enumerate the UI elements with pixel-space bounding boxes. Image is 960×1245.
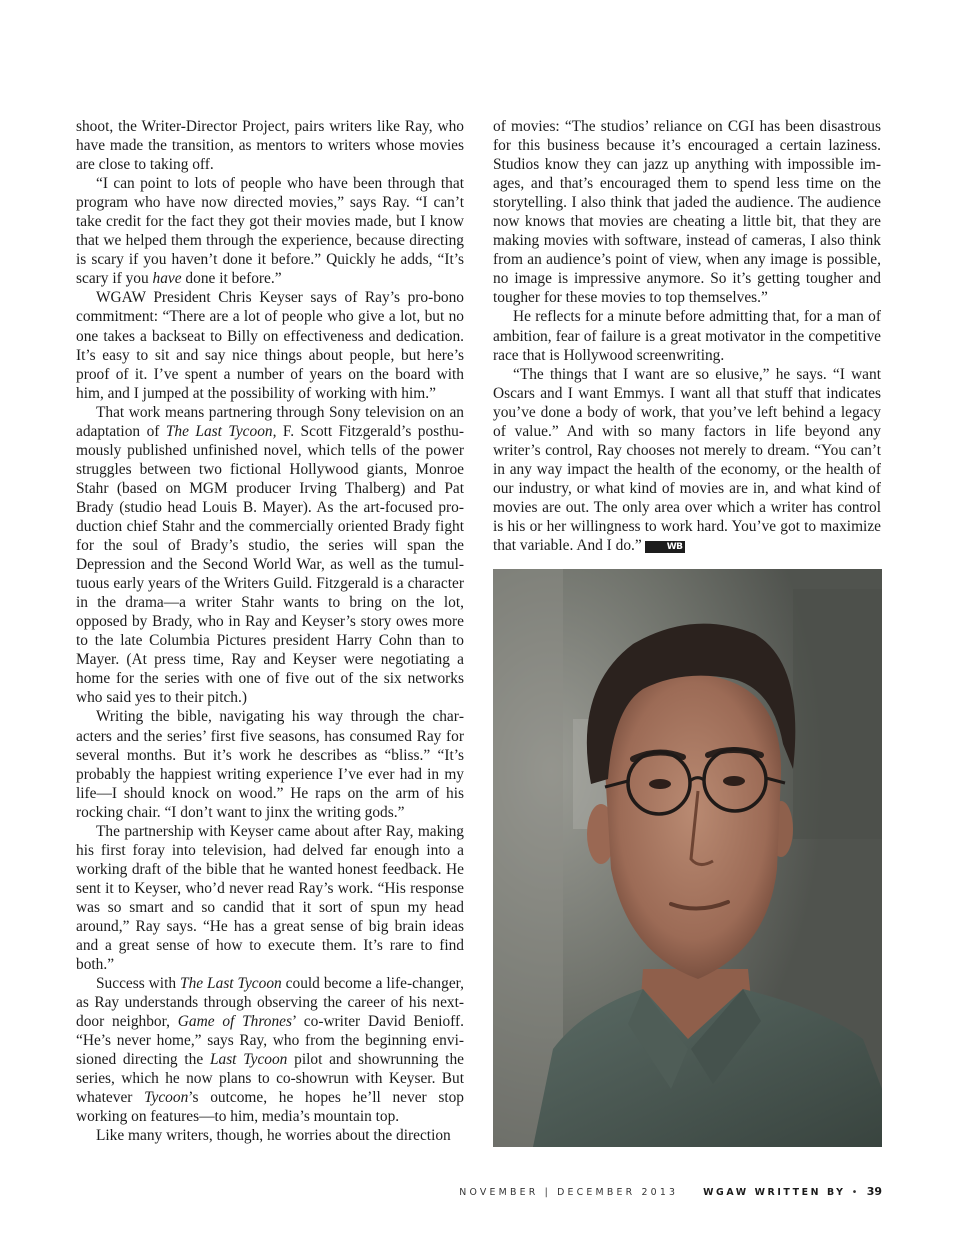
text-run: He reflects for a minute before admitting that, for a man of ambition, fear of failure is a great motivator in the competitive race that is Hollywood screenwriting. <box>493 308 881 364</box>
paragraph <box>76 174 464 288</box>
italic-text-run: have <box>152 270 182 288</box>
paragraph <box>76 974 464 1126</box>
text-run: shoot, the Writer-Director Project, pairs writers like Ray, who have made the transition, as mentors to writers whose movies are close to taking off. <box>76 118 464 174</box>
text-run: Like many writers, though, he worries about the direction <box>96 1127 451 1145</box>
italic-text-run: Game of Thrones <box>177 1013 292 1031</box>
text-run: Writing the bible, navigating his way through the characters and the series’ first five seasons, has consumed Ray for several months. But it’s work he describes as “bliss.” “It’s probably the happiest writing experience I’ve ever had in my life—I should knock on wood.” He raps on the arm of his rocking chair. “I don’t want to jinx the writing gods.” <box>76 708 464 821</box>
page-number: 39 <box>866 1185 882 1198</box>
article-column-right <box>493 117 881 555</box>
text-run: That work means partnering through Sony television on an adaptation of <box>76 403 464 440</box>
paragraph <box>76 707 464 821</box>
italic-text-run: Tycoon <box>144 1089 189 1107</box>
text-run: WGAW President Chris Keyser says of Ray’s pro-bono commitment: “There are a lot of people who give a lot, but no one takes a backseat to Billy on effectiveness and dedication. It’s easy to sit and say nice things about people, but here’s proof of it. I’ve spent a number of years on the board with him, and I jumped at the possibility of working with him.” <box>76 289 464 402</box>
paragraph <box>493 365 881 555</box>
portrait-photo <box>493 569 882 1147</box>
footer-bullet: • <box>851 1187 861 1198</box>
text-run: “The things that I want are so elusive,” he says. “I want Oscars and I want Emmys. I want all that stuff that indicates you’ve done a body of work, that you’ve left behind a legacy of value.” And with so many factors in life beyond any writer’s control, Ray chooses not merely to dream. “You can’t in any way impact the health of the economy, or the health of our industry, or what kind of movies are in, and what kind of movies are out. The only area over which a writer has control is his or her willingness to work hard. You’ve got to maximize that variable. And I do.” <box>493 365 881 555</box>
paragraph <box>493 307 881 364</box>
magazine-name: WGAW WRITTEN BY <box>703 1187 846 1198</box>
text-run: F. Scott Fitzgerald’s posthumously published unfinished novel, which tells of the power struggles between two fictional Hollywood giants, Monroe Stahr (based on MGM producer Irving Thalberg) and Pat Brady (studio head Louis B. Mayer). As the art-focused production chief Stahr and the commercially oriented Brady fight for the soul of Brady’s studio, the series will span the Depression and the Second World War, as well as the tumultuous early years of the Writers Guild. Fitzgerald is a character in the drama—a writer Stahr wants to bring on the lot, opposed by Brady, who in Ray and Keyser’s story owes more to the late Columbia Pictures president Harry Cohn than to Mayer. (At press time, Ray and Keyser were negotiating a home for the series with one of five out of the six networks who said yes to their pitch.) <box>76 422 464 707</box>
paragraph <box>76 288 464 402</box>
article-column-left <box>76 117 464 1146</box>
italic-text-run: Last Tycoon <box>209 1051 288 1069</box>
text-run: The partnership with Keyser came about after Ray, making his first foray into television, had delved far enough into a working draft of the bible that he wanted honest feedback. He sent it to Keyser, who’d never read Ray’s work. “His response was so smart and so candid that it sort of spun my head around,” Ray says. “He has a great sense of big brain ideas and a great sense of how to execute them. It’s rare to find both.” <box>76 822 464 974</box>
text-run: “I can point to lots of people who have been through that program who have now directed movies,” says Ray. “I can’t take credit for the fact they got their movies made, but I know that we helped them through the experience, because directing is scary if you haven’t done it before.” Quickly he adds, “It’s scary if you <box>76 175 464 288</box>
paragraph <box>76 822 464 974</box>
page-footer <box>459 1185 882 1198</box>
text-run: could become a life-changer, as Ray understands through observing the career of his next-door neighbor, <box>76 975 465 1031</box>
text-run: ’ co-writer David Benioff. “He’s never home,” says Ray, who from the beginning envisioned directing the <box>76 1013 464 1069</box>
text-run: pilot and showrunning the series, which he now plans to co-showrun with Keyser. But whatever <box>76 1051 464 1107</box>
text-run: done it before.” <box>181 270 282 288</box>
paragraph <box>76 1126 464 1145</box>
end-of-article-mark: WB <box>645 541 685 553</box>
italic-text-run: The Last Tycoon, <box>165 422 277 440</box>
paragraph <box>76 403 464 708</box>
paragraph <box>493 117 881 307</box>
issue-date: NOVEMBER | DECEMBER 2013 <box>459 1187 679 1198</box>
text-run: of movies: “The studios’ reliance on CGI has been disastrous for this business because it’s encouraged a certain laziness. Studios know they can jazz up anything with impossible images, and that’s encouraged them to spend less time on the storytelling. I also think that jaded the audience. The audience now knows that movies are cheating a little bit, that they are making movies with software, instead of cameras, I also think from an audience’s point of view, when any image is possible, no image is impressive anymore. So it’s getting tougher and tougher for these movies to top themselves.” <box>493 118 881 307</box>
text-run: ’s outcome, he hopes he’ll never stop working on features—to him, media’s mountain top. <box>76 1089 464 1126</box>
italic-text-run: The Last Tycoon <box>180 975 282 993</box>
text-run: Success with <box>96 975 181 993</box>
paragraph <box>76 117 464 174</box>
